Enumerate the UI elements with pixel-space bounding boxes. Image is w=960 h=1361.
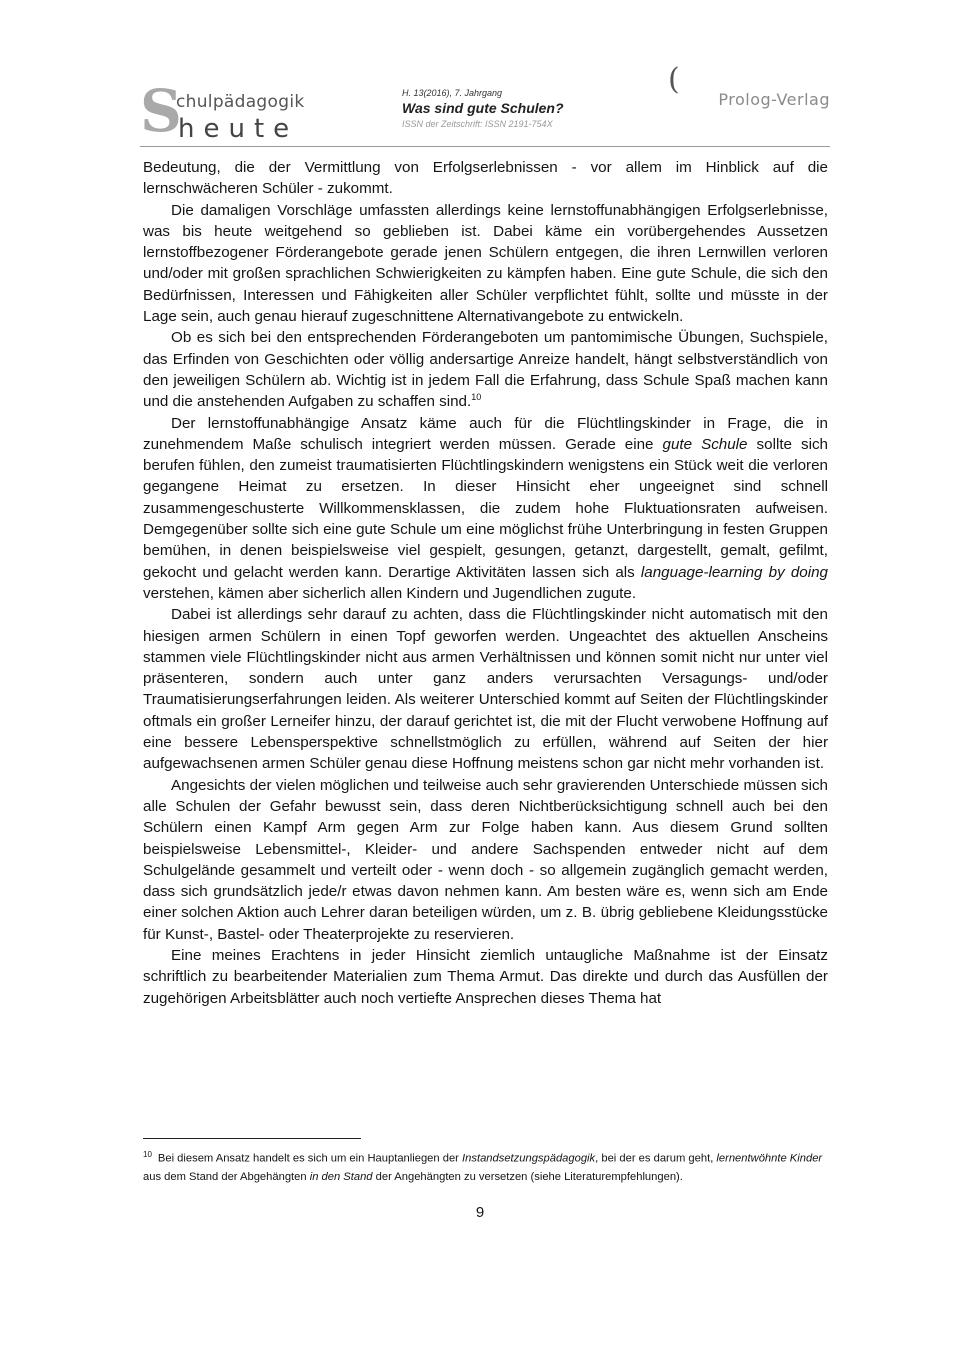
paragraph: Dabei ist allerdings sehr darauf zu achten, dass die Flüchtlingskinder nicht automatisch mit den hiesigen armen Schülern in einen Topf geworfen werden. Ungeachtet des aktuellen Anscheins stammen viele Flüchtlingskinder nicht aus armen Verhältnissen und können somit nicht nur unter viel präsenteren, sondern auch unter ganz anders verursachten Versagungs- und/oder Traumatisierungserfahrungen leiden. Als weiterer Unterschied kommt auf Seiten der Flüchtlingskinder oftmals ein großer Lerneifer hinzu, der darauf gerichtet ist, die mit der Flucht verwobene Hoffnung auf eine bessere Lebensperspektive schnellstmöglich zu erfüllen, während auf Seiten der hier aufgewachsenen armen Schüler genau diese Hoffnung meistens schon gar nicht mehr vorhanden ist. xyxy=(143,606,828,773)
issue-number: H. 13(2016), 7. Jahrgang xyxy=(402,88,503,98)
paragraph-text: Ob es sich bei den entsprechenden Förderangeboten um pantomimische Übungen, Suchspiele, das Erfinden von Geschichten oder völlig andersartige Anreize handelt, hängt selbstverständlich von den jeweiligen Schülern ab. Wichtig ist in jedem Fall die Erfahrung, dass Schule Spaß machen kann und die anstehenden Aufgaben zu schaffen sind. xyxy=(143,329,828,411)
footnote-number: 10 xyxy=(143,1150,152,1159)
footnote-text: aus dem Stand der Abgehängten xyxy=(143,1171,310,1184)
page-header xyxy=(140,62,830,150)
issn-line: ISSN der Zeitschrift: ISSN 2191-754X xyxy=(402,119,553,129)
paragraph-text: verstehen, kämen aber sicherlich allen Kindern und Jugendlichen zugute. xyxy=(143,584,637,602)
footnote xyxy=(143,1146,833,1187)
footnote-text: , bei der es darum geht, xyxy=(595,1152,717,1165)
paragraph-text: Der lernstoffunabhängige Ansatz käme auch für die Flüchtlingskinder in Frage, die in zunehmendem Maße schulisch integriert werden müssen. Gerade eine xyxy=(143,414,828,453)
paragraph xyxy=(143,327,828,412)
paragraph: Bedeutung, die der Vermittlung von Erfolgserlebnissen - vor allem im Hinblick auf die lernschwächeren Schüler - zukommt. xyxy=(143,159,828,198)
footnote-emphasis: lernentwöhnte Kinder xyxy=(716,1152,823,1165)
footnote-divider xyxy=(143,1138,361,1139)
footnote-ref: 10 xyxy=(471,392,482,403)
issue-title: Was sind gute Schulen? xyxy=(402,100,564,116)
logo-title-bottom: heute xyxy=(178,114,299,144)
journal-logo xyxy=(140,77,340,146)
paragraph-text: sollte sich berufen fühlen, den zumeist traumatisierten Flüchtlingskindern wenigstens ein Stück weit die verloren gegangene Heimat zu ersetzen. In dieser Hinsicht eher ungeeignet sind schnell zusammengeschusterte Willkommensklassen, die zudem hohe Fluktuationsraten aufweisen. Demgegenüber sollte sich eine gute Schule um eine möglichst frühe Unterbringung in festen Gruppen bemühen, in denen beispielsweise viel gespielt, gesungen, getanzt, dargestellt, gemalt, gefilmt, gekocht und gelacht werden kann. Derartige Aktivitäten lassen sich als xyxy=(143,435,828,581)
paragraph: Eine meines Erachtens in jeder Hinsicht ziemlich untaugliche Maßnahme ist der Einsatz schriftlich zu bearbeitender Materialien zum Thema Armut. Das direkte und durch das Ausfüllen der zugehörigen Arbeitsblätter auch noch vertiefte Ansprechen dieses Thema hat xyxy=(143,946,828,1007)
paragraph: Die damaligen Vorschläge umfassten allerdings keine lernstoffunabhängigen Erfolgserlebnisse, was bis heute weitgehend so geblieben ist. Dabei käme ein vorübergehendes Aussetzen lernstoffbezogener Förderangebote gerade jenen Schülern entgegen, die ihren Lernwillen verloren und/oder mit großen sprachlichen Schwierigkeiten zu kämpfen haben. Eine gute Schule, die sich den Bedürfnissen, Interessen und Fähigkeiten aller Schüler verpflichtet fühlt, sollte und müsste in der Lage sein, auch genau hierauf zugeschnittene Alternativangebote zu entwickeln. xyxy=(143,201,828,326)
paragraph: Angesichts der vielen möglichen und teilweise auch sehr gravierenden Unterschiede müssen sich alle Schulen der Gefahr bewusst sein, dass deren Nichtberücksichtigung schnell auch bei den Schülern einen Kampf Arm gegen Arm zur Folge haben kann. Aus diesem Grund sollten beispielsweise Lebensmittel-, Kleider- und andere Sachspenden entweder nicht auf dem Schulgelände gesammelt und verteilt oder - wenn doch - so allgemein zugänglich gemacht werden, dass sich grundsätzlich jede/r etwas davon nehmen kann. Am besten wäre es, wenn sich am Ende einer solchen Aktion auch Lehrer daran beteiligen würden, um z. B. übrig gebliebene Kleidungsstücke für Kunst-, Bastel- oder Theaterprojekte zu reservieren. xyxy=(143,776,828,943)
page-number: 9 xyxy=(475,1204,485,1221)
header-divider xyxy=(140,146,830,147)
logo-initial: S xyxy=(140,77,182,145)
issue-info xyxy=(402,88,602,129)
logo-title-top: chulpädagogik xyxy=(176,92,305,112)
publisher-name: Prolog-Verlag xyxy=(718,90,830,109)
footnote-text: der Angehängten zu versetzen (siehe Literaturempfehlungen). xyxy=(372,1171,683,1184)
emphasis: gute Schule xyxy=(662,435,748,453)
article-body xyxy=(143,157,828,1009)
footnote-emphasis: in den Stand xyxy=(309,1171,373,1184)
paragraph xyxy=(143,413,828,605)
stray-mark: ( xyxy=(668,62,680,97)
footnote-text: Bei diesem Ansatz handelt es sich um ein Hauptanliegen der xyxy=(157,1152,463,1165)
emphasis: language-learning by doing xyxy=(640,563,828,581)
footnote-emphasis: Instandsetzungspädagogik xyxy=(462,1152,596,1165)
